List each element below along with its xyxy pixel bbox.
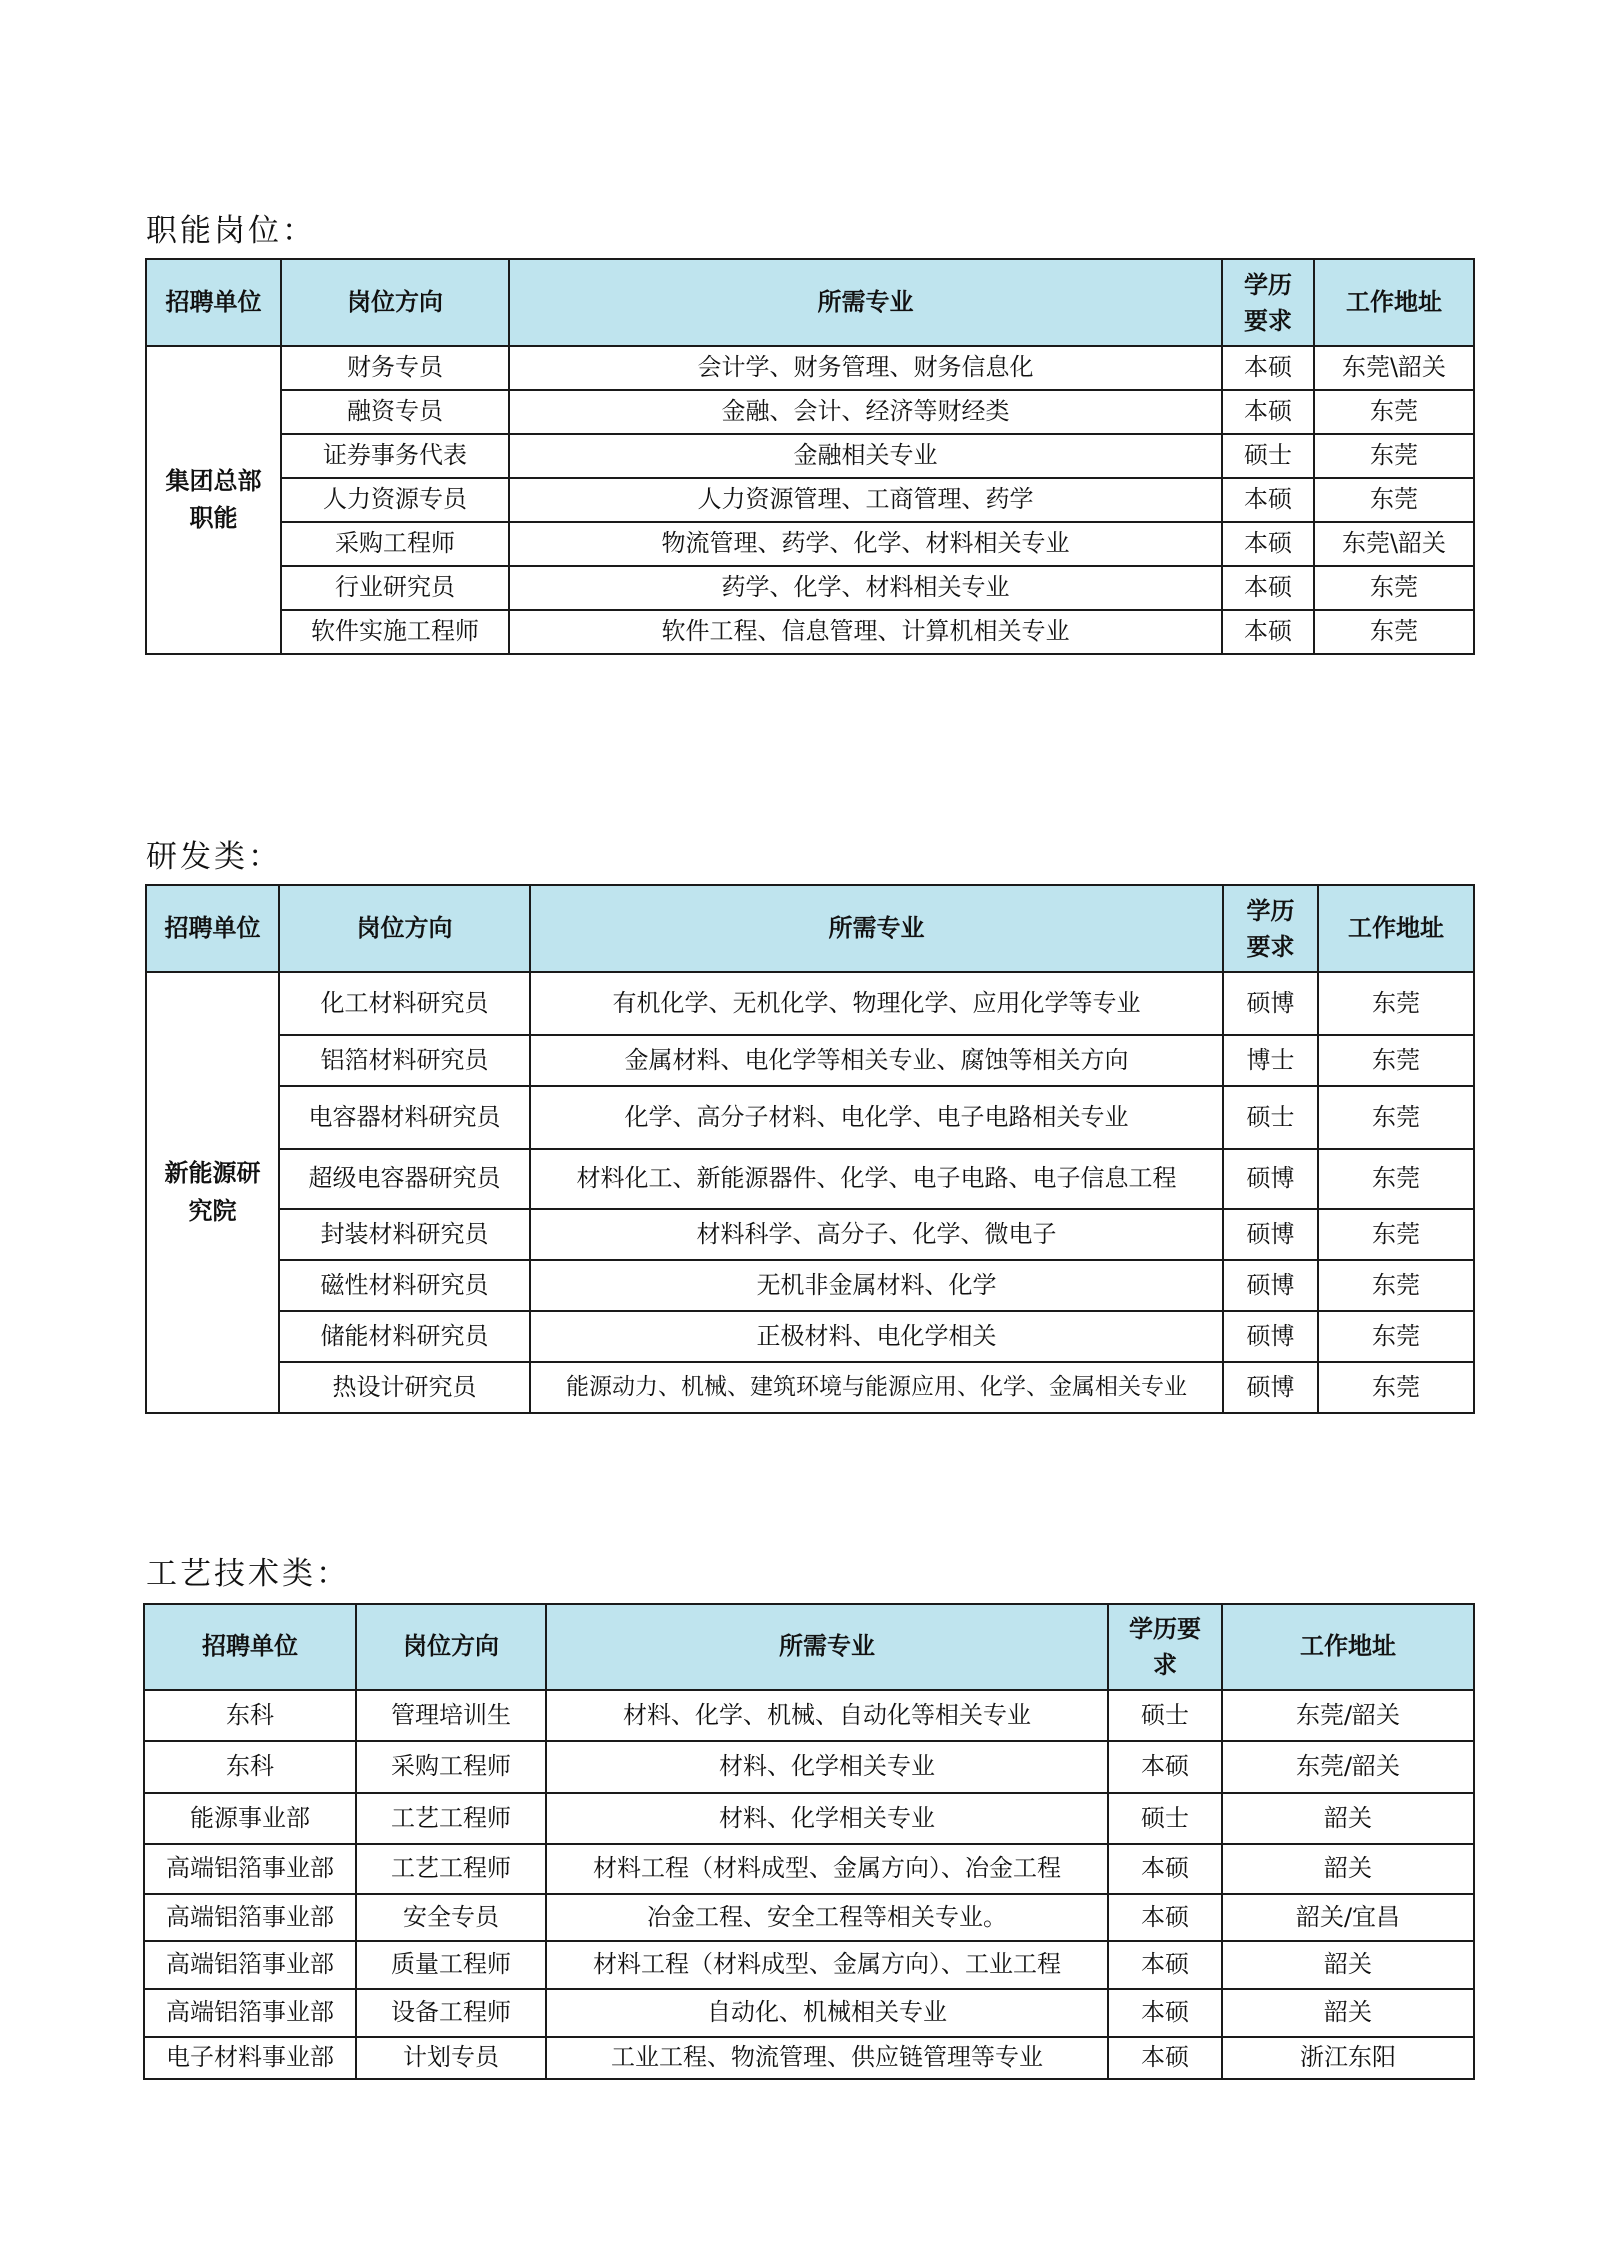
major-cell: 有机化学、无机化学、物理化学、应用化学等专业	[530, 972, 1223, 1035]
position-cell: 封装材料研究员	[279, 1209, 530, 1260]
table-row	[144, 1989, 1474, 2037]
header-unit: 招聘单位	[144, 1604, 356, 1690]
position-cell: 证券事务代表	[281, 434, 509, 478]
position-cell: 管理培训生	[356, 1690, 546, 1741]
section-title-functional: 职能岗位：	[146, 213, 316, 249]
header-location: 工作地址	[1222, 1604, 1474, 1690]
header-unit: 招聘单位	[146, 885, 279, 972]
degree-cell: 本硕	[1108, 1941, 1222, 1989]
major-cell: 材料、化学、机械、自动化等相关专业	[546, 1690, 1108, 1741]
section-title-process: 工艺技术类：	[146, 1556, 350, 1592]
location-cell: 东莞	[1318, 972, 1474, 1035]
major-cell: 软件工程、信息管理、计算机相关专业	[509, 610, 1222, 654]
major-cell: 材料科学、高分子、化学、微电子	[530, 1209, 1223, 1260]
table-header-row	[146, 885, 1474, 972]
table-row	[146, 1209, 1474, 1260]
degree-cell: 本硕	[1108, 1989, 1222, 2037]
functional-jobs-table	[145, 258, 1475, 655]
location-cell: 韶关	[1222, 1989, 1474, 2037]
unit-cell: 高端铝箔事业部	[144, 1894, 356, 1941]
unit-cell: 新能源研 究院	[146, 972, 279, 1413]
position-cell: 超级电容器研究员	[279, 1149, 530, 1209]
table-row	[146, 1149, 1474, 1209]
position-cell: 人力资源专员	[281, 478, 509, 522]
major-cell: 能源动力、机械、建筑环境与能源应用、化学、金属相关专业	[530, 1362, 1223, 1413]
unit-cell: 电子材料事业部	[144, 2037, 356, 2079]
major-cell: 化学、高分子材料、电化学、电子电路相关专业	[530, 1086, 1223, 1149]
position-cell: 热设计研究员	[279, 1362, 530, 1413]
process-jobs-table	[143, 1603, 1475, 2080]
unit-cell: 东科	[144, 1741, 356, 1793]
location-cell: 东莞	[1314, 610, 1474, 654]
position-cell: 工艺工程师	[356, 1793, 546, 1844]
location-cell: 东莞/韶关	[1222, 1741, 1474, 1793]
position-cell: 铝箔材料研究员	[279, 1035, 530, 1086]
unit-cell: 能源事业部	[144, 1793, 356, 1844]
degree-cell: 本硕	[1108, 1741, 1222, 1793]
location-cell: 浙江东阳	[1222, 2037, 1474, 2079]
location-cell: 东莞	[1318, 1149, 1474, 1209]
major-cell: 金融、会计、经济等财经类	[509, 390, 1222, 434]
location-cell: 韶关/宜昌	[1222, 1894, 1474, 1941]
table-row	[146, 1362, 1474, 1413]
major-cell: 人力资源管理、工商管理、药学	[509, 478, 1222, 522]
location-cell: 东莞	[1318, 1362, 1474, 1413]
table-row	[146, 1260, 1474, 1311]
degree-cell: 本硕	[1108, 1894, 1222, 1941]
header-location: 工作地址	[1318, 885, 1474, 972]
header-position: 岗位方向	[356, 1604, 546, 1690]
position-cell: 磁性材料研究员	[279, 1260, 530, 1311]
header-major: 所需专业	[546, 1604, 1108, 1690]
degree-cell: 硕博	[1223, 1209, 1318, 1260]
major-cell: 金属材料、电化学等相关专业、腐蚀等相关方向	[530, 1035, 1223, 1086]
table-row	[146, 566, 1474, 610]
major-cell: 物流管理、药学、化学、材料相关专业	[509, 522, 1222, 566]
table-row	[146, 522, 1474, 566]
section-title-rd: 研发类：	[146, 839, 282, 875]
degree-cell: 本硕	[1222, 610, 1314, 654]
table-row	[144, 2037, 1474, 2079]
degree-cell: 硕士	[1222, 434, 1314, 478]
degree-cell: 硕博	[1223, 1311, 1318, 1362]
table-header-row	[146, 259, 1474, 346]
position-cell: 安全专员	[356, 1894, 546, 1941]
degree-cell: 硕士	[1108, 1690, 1222, 1741]
degree-cell: 本硕	[1222, 566, 1314, 610]
major-cell: 材料工程（材料成型、金属方向）、工业工程	[546, 1941, 1108, 1989]
location-cell: 东莞	[1314, 434, 1474, 478]
location-cell: 东莞	[1314, 478, 1474, 522]
table-row	[146, 972, 1474, 1035]
table-row	[144, 1690, 1474, 1741]
table-row	[144, 1844, 1474, 1894]
degree-cell: 硕博	[1223, 1149, 1318, 1209]
major-cell: 冶金工程、安全工程等相关专业。	[546, 1894, 1108, 1941]
degree-cell: 本硕	[1108, 2037, 1222, 2079]
major-cell: 材料化工、新能源器件、化学、电子电路、电子信息工程	[530, 1149, 1223, 1209]
degree-cell: 硕士	[1108, 1793, 1222, 1844]
header-location: 工作地址	[1314, 259, 1474, 346]
degree-cell: 硕士	[1223, 1086, 1318, 1149]
location-cell: 韶关	[1222, 1941, 1474, 1989]
table-row	[146, 610, 1474, 654]
location-cell: 韶关	[1222, 1793, 1474, 1844]
location-cell: 东莞	[1318, 1260, 1474, 1311]
table-row	[146, 390, 1474, 434]
major-cell: 药学、化学、材料相关专业	[509, 566, 1222, 610]
table-row	[146, 1311, 1474, 1362]
header-major: 所需专业	[530, 885, 1223, 972]
table-row	[146, 478, 1474, 522]
location-cell: 东莞	[1314, 566, 1474, 610]
location-cell: 东莞\韶关	[1314, 522, 1474, 566]
location-cell: 东莞	[1314, 390, 1474, 434]
position-cell: 工艺工程师	[356, 1844, 546, 1894]
position-cell: 化工材料研究员	[279, 972, 530, 1035]
major-cell: 自动化、机械相关专业	[546, 1989, 1108, 2037]
degree-cell: 本硕	[1222, 390, 1314, 434]
major-cell: 材料、化学相关专业	[546, 1793, 1108, 1844]
unit-cell: 高端铝箔事业部	[144, 1941, 356, 1989]
header-degree: 学历 要求	[1223, 885, 1318, 972]
table-header-row	[144, 1604, 1474, 1690]
degree-cell: 硕博	[1223, 972, 1318, 1035]
location-cell: 东莞	[1318, 1311, 1474, 1362]
unit-cell: 高端铝箔事业部	[144, 1844, 356, 1894]
position-cell: 融资专员	[281, 390, 509, 434]
degree-cell: 硕博	[1223, 1362, 1318, 1413]
major-cell: 会计学、财务管理、财务信息化	[509, 346, 1222, 390]
major-cell: 正极材料、电化学相关	[530, 1311, 1223, 1362]
position-cell: 计划专员	[356, 2037, 546, 2079]
unit-cell: 高端铝箔事业部	[144, 1989, 356, 2037]
major-cell: 工业工程、物流管理、供应链管理等专业	[546, 2037, 1108, 2079]
degree-cell: 硕博	[1223, 1260, 1318, 1311]
position-cell: 储能材料研究员	[279, 1311, 530, 1362]
degree-cell: 本硕	[1108, 1844, 1222, 1894]
unit-cell: 集团总部 职能	[146, 346, 281, 654]
location-cell: 东莞/韶关	[1222, 1690, 1474, 1741]
header-position: 岗位方向	[281, 259, 509, 346]
major-cell: 材料工程（材料成型、金属方向）、冶金工程	[546, 1844, 1108, 1894]
header-degree: 学历 要求	[1222, 259, 1314, 346]
position-cell: 电容器材料研究员	[279, 1086, 530, 1149]
table-row	[146, 1086, 1474, 1149]
location-cell: 东莞	[1318, 1209, 1474, 1260]
position-cell: 行业研究员	[281, 566, 509, 610]
header-major: 所需专业	[509, 259, 1222, 346]
location-cell: 东莞\韶关	[1314, 346, 1474, 390]
position-cell: 采购工程师	[356, 1741, 546, 1793]
position-cell: 采购工程师	[281, 522, 509, 566]
position-cell: 质量工程师	[356, 1941, 546, 1989]
position-cell: 软件实施工程师	[281, 610, 509, 654]
degree-cell: 博士	[1223, 1035, 1318, 1086]
table-row	[146, 346, 1474, 390]
position-cell: 设备工程师	[356, 1989, 546, 2037]
location-cell: 东莞	[1318, 1086, 1474, 1149]
position-cell: 财务专员	[281, 346, 509, 390]
table-row	[146, 1035, 1474, 1086]
table-row	[144, 1741, 1474, 1793]
major-cell: 金融相关专业	[509, 434, 1222, 478]
table-row	[144, 1941, 1474, 1989]
major-cell: 材料、化学相关专业	[546, 1741, 1108, 1793]
location-cell: 东莞	[1318, 1035, 1474, 1086]
unit-cell: 东科	[144, 1690, 356, 1741]
table-row	[144, 1894, 1474, 1941]
header-unit: 招聘单位	[146, 259, 281, 346]
major-cell: 无机非金属材料、化学	[530, 1260, 1223, 1311]
degree-cell: 本硕	[1222, 478, 1314, 522]
table-row	[146, 434, 1474, 478]
header-degree: 学历要 求	[1108, 1604, 1222, 1690]
degree-cell: 本硕	[1222, 522, 1314, 566]
table-row	[144, 1793, 1474, 1844]
header-position: 岗位方向	[279, 885, 530, 972]
degree-cell: 本硕	[1222, 346, 1314, 390]
location-cell: 韶关	[1222, 1844, 1474, 1894]
rd-jobs-table	[145, 884, 1475, 1414]
